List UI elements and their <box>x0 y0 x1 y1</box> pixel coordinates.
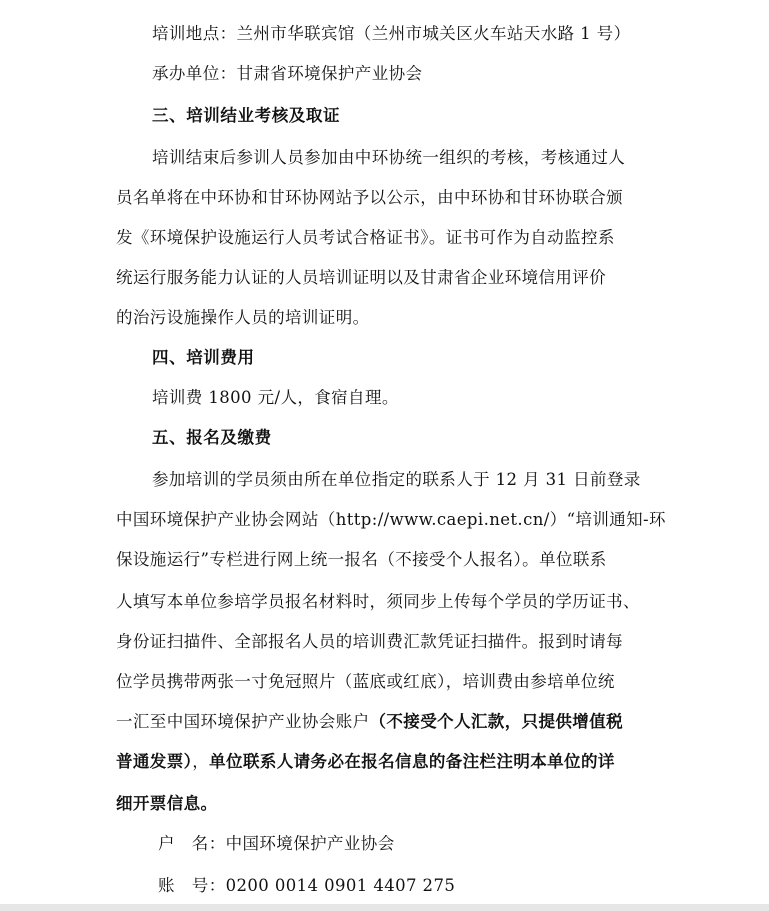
section-5-line-2: 中国环境保护产业协会网站（http://www.caepi.net.cn/）“培训通知-环 <box>116 510 666 529</box>
section-5-bold-contact-note: 单位联系人请务必在报名信息的备注栏注明本单位的详 <box>209 752 615 771</box>
section-5-bold-invoice-type: 普通发票） <box>116 752 193 771</box>
organizer: 承办单位：甘肃省环境保护产业协会 <box>152 64 423 83</box>
bottom-scroll-bar[interactable] <box>0 904 769 911</box>
account-number-row <box>158 874 455 898</box>
account-number-value: 0200 0014 0901 4407 275 <box>225 876 456 895</box>
section-5-line-3: 保设施运行”专栏进行网上统一报名（不接受个人报名）。单位联系 <box>116 550 607 569</box>
section-4-heading: 四、培训费用 <box>152 348 255 367</box>
training-location: 培训地点：兰州市华联宾馆（兰州市城关区火车站天水路 1 号） <box>152 24 631 43</box>
account-name-label: 户 名： <box>158 834 226 853</box>
section-5-line-6: 位学员携带两张一寸免冠照片（蓝底或红底），培训费由参培单位统 <box>116 672 615 691</box>
account-number-label: 账 号： <box>158 876 226 895</box>
section-3-line-2: 员名单将在中环协和甘环协网站予以公示，由中环协和甘环协联合颁 <box>116 188 623 207</box>
account-name-row <box>158 832 395 856</box>
section-3-line-4: 统运行服务能力认证的人员培训证明以及甘肃省企业环境信用评价 <box>116 268 607 287</box>
section-5-line-7-text: 一汇至中国环境保护产业协会账户 <box>116 712 370 731</box>
section-5-line-4: 人填写本单位参培学员报名材料时，须同步上传每个学员的学历证书、 <box>116 592 640 611</box>
section-5-line-5: 身份证扫描件、全部报名人员的培训费汇款凭证扫描件。报到时请每 <box>116 632 623 651</box>
section-4-fee: 培训费 1800 元/人，食宿自理。 <box>152 388 399 407</box>
section-5-bold-remittance-note: （不接受个人汇款，只提供增值税 <box>369 712 623 731</box>
section-5-line-1: 参加培训的学员须由所在单位指定的联系人于 12 月 31 日前登录 <box>152 470 641 489</box>
account-name-value: 中国环境保护产业协会 <box>225 834 395 853</box>
section-5-comma: ， <box>192 752 210 771</box>
section-5-line-7 <box>116 710 623 734</box>
section-5-line-9: 细开票信息。 <box>116 794 218 813</box>
section-3-line-3: 发《环境保护设施运行人员考试合格证书》。证书可作为自动监控系 <box>116 228 615 247</box>
section-3-line-5: 的治污设施操作人员的培训证明。 <box>116 308 370 327</box>
section-5-line-8 <box>116 750 615 774</box>
section-3-line-1: 培训结束后参训人员参加由中环协统一组织的考核，考核通过人 <box>152 148 626 167</box>
section-3-heading: 三、培训结业考核及取证 <box>152 106 341 125</box>
section-5-heading: 五、报名及缴费 <box>152 428 272 447</box>
